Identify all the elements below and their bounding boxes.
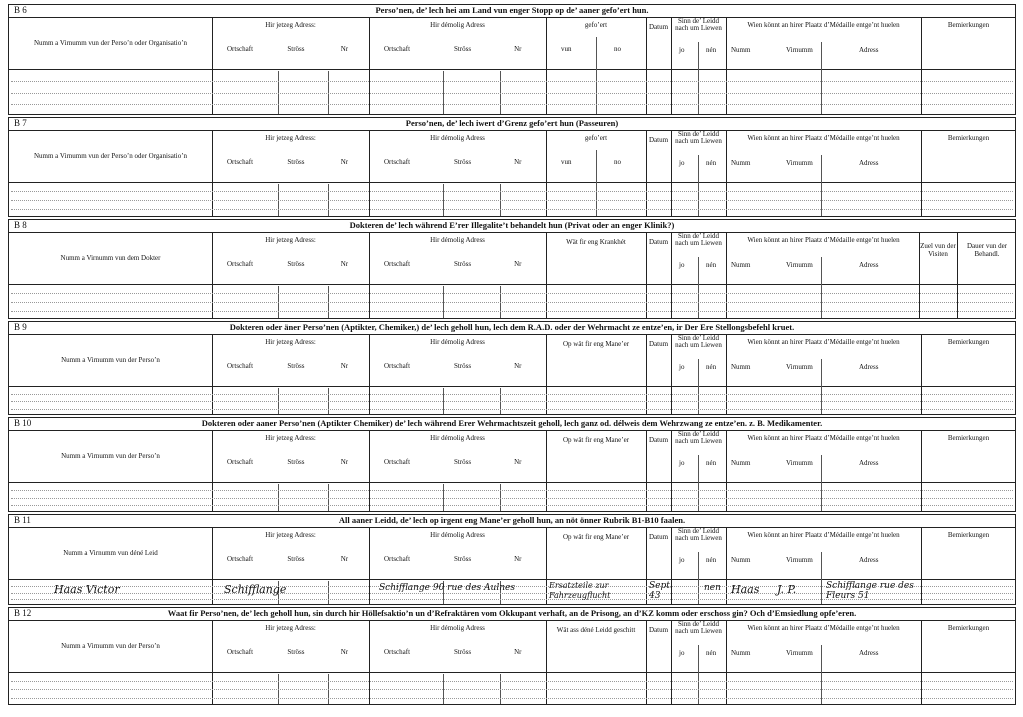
title-divider	[9, 130, 1015, 131]
nr-label: Nr	[514, 555, 522, 563]
remarks-heading: Bemierkungen	[947, 338, 990, 346]
column-4-heading: Wät fir eng Krankhét	[566, 238, 626, 246]
from-label: vun	[561, 45, 572, 53]
column-name-label: Numm a Virnumm vun der Perso’n oder Organisatio’n	[33, 152, 188, 160]
hw-date: Sept. 43	[649, 581, 673, 601]
date-label: Datum	[648, 340, 669, 348]
nr-label: Nr	[514, 260, 522, 268]
no-label: nén	[706, 46, 717, 54]
section-code: B 12	[14, 608, 32, 618]
street-label: Ströss	[287, 45, 305, 53]
street-label: Ströss	[453, 260, 472, 268]
column-4-heading: Op wät fir eng Mane’er	[562, 436, 630, 444]
yes-label: jo	[679, 46, 685, 54]
no-label: nén	[706, 556, 717, 564]
subcolumn-rule	[698, 645, 699, 704]
nr-label: Nr	[340, 362, 349, 370]
date-label: Datum	[648, 136, 669, 144]
column-rule	[369, 430, 370, 512]
column-rule	[369, 130, 370, 217]
column-name-label: Numm a Virnumm vun der Perso’n	[61, 452, 160, 460]
street-label: Ströss	[287, 362, 305, 370]
section-code: B 9	[14, 322, 27, 332]
entry-line	[11, 490, 1013, 491]
section-title: Dokteren oder aaner Perso’nen (Aptikter Chemiker) de’ lech während Erer Wehrmachtszeit geholl, lech ganz od. délweis dem Wehrzwang ze entze’en. z. B. Medikamenter.	[201, 418, 823, 428]
medal-addr-label: Adress	[859, 261, 879, 269]
column-rule	[212, 334, 213, 415]
medal-name-label: Numm	[731, 159, 751, 167]
subcolumn-rule	[698, 455, 699, 511]
section-title: Perso’nen, de’ lech hei am Land vun enger Stopp op de’ aaner gefo’ert hun.	[375, 5, 649, 15]
column-4-heading: Op wät fir eng Mane’er	[562, 533, 630, 541]
column-rule	[369, 334, 370, 415]
town-label: Ortschaft	[384, 362, 411, 370]
town-label: Ortschaft	[227, 158, 254, 166]
yes-label: jo	[679, 261, 685, 269]
address-heading: Hir jetzeg Adress:	[265, 531, 316, 539]
nr-label: Nr	[340, 648, 349, 656]
column-rule	[369, 17, 370, 115]
to-label: no	[614, 45, 621, 53]
column-rule	[546, 130, 547, 217]
nr-label: Nr	[514, 158, 522, 166]
street-label: Ströss	[453, 158, 472, 166]
column-rule	[726, 334, 727, 415]
entry-line	[11, 681, 1013, 682]
yes-label: jo	[679, 649, 685, 657]
no-label: nén	[706, 261, 717, 269]
header-divider	[9, 182, 1015, 183]
entry-line	[11, 200, 1013, 201]
form-section-b10	[8, 417, 1016, 512]
section-code: B 11	[14, 515, 31, 525]
subcolumn-rule	[698, 552, 699, 604]
nr-label: Nr	[514, 458, 522, 466]
town-label: Ortschaft	[384, 555, 411, 563]
form-section-b12	[8, 607, 1016, 705]
subcolumn-rule	[698, 155, 699, 216]
nr-label: Nr	[340, 458, 349, 466]
date-label: Datum	[648, 238, 669, 246]
column-rule	[369, 620, 370, 705]
medal-heading: Wien könnt an hirer Plaatz d’Médaille entge’nt huelen	[747, 434, 900, 442]
entry-line	[11, 698, 1013, 699]
town-label: Ortschaft	[227, 260, 254, 268]
remarks-heading: Bemierkungen	[947, 531, 990, 539]
no-label: nén	[706, 459, 717, 467]
medal-first-label: Virnumm	[786, 46, 813, 54]
column-4-heading: Op wät fir eng Mane’er	[562, 340, 630, 348]
column-rule	[369, 232, 370, 319]
alive-heading: Sinn de’ Leidd nach um Liewen	[675, 130, 722, 145]
medal-first-label: Virnumm	[786, 363, 813, 371]
entry-line	[11, 311, 1013, 312]
medal-name-label: Numm	[731, 46, 751, 54]
address-heading: Hir jetzeg Adress:	[265, 624, 316, 632]
entry-line	[11, 505, 1013, 506]
title-divider	[9, 232, 1015, 233]
town-label: Ortschaft	[227, 648, 254, 656]
header-divider	[9, 69, 1015, 70]
column-rule	[726, 232, 727, 319]
alive-heading: Sinn de’ Leidd nach um Liewen	[675, 620, 722, 635]
town-label: Ortschaft	[227, 45, 254, 53]
hw-manner: Ersatzteile zur Fahrzeugflucht	[549, 581, 611, 600]
yes-label: jo	[679, 459, 685, 467]
medal-first-label: Virnumm	[786, 556, 813, 564]
medal-name-label: Numm	[731, 261, 751, 269]
no-label: nén	[706, 363, 717, 371]
nr-label: Nr	[340, 555, 349, 563]
medal-first-label: Virnumm	[786, 159, 813, 167]
medal-addr-label: Adress	[859, 46, 879, 54]
street-label: Ströss	[453, 555, 472, 563]
nr-label: Nr	[514, 45, 522, 53]
street-label: Ströss	[453, 648, 472, 656]
column-rule	[546, 17, 547, 115]
duration-heading: Dauer vun der Behandl.	[966, 242, 1008, 258]
medal-heading: Wien könnt an hirer Plaatz d’Médaille entge’nt huelen	[747, 21, 900, 29]
date-label: Datum	[648, 533, 669, 541]
column-rule	[212, 620, 213, 705]
address-heading: Hir jetzeg Adress:	[265, 236, 316, 244]
column-rule	[726, 430, 727, 512]
section-code: B 6	[14, 5, 27, 15]
column-rule	[726, 620, 727, 705]
hw-alive: nen	[704, 583, 721, 593]
date-label: Datum	[648, 23, 669, 31]
street-label: Ströss	[287, 555, 305, 563]
street-label: Ströss	[287, 158, 305, 166]
title-divider	[9, 527, 1015, 528]
header-divider	[9, 386, 1015, 387]
subcolumn-rule	[698, 359, 699, 414]
section-code: B 7	[14, 118, 27, 128]
subcolumn-rule	[821, 552, 822, 604]
hw-medal-addr: Schifflange rue des Fleurs 51	[826, 581, 914, 601]
medal-heading: Wien könnt an hirer Plaatz d’Médaille entge’nt huelen	[747, 134, 900, 142]
alive-heading: Sinn de’ Leidd nach um Liewen	[675, 334, 722, 349]
date-label: Datum	[648, 436, 669, 444]
address-heading: Hir jetzeg Adress:	[265, 21, 316, 29]
address-heading: Hir démolig Adress	[430, 624, 485, 632]
column-name-label: Numm a Virnumm vun dem Dokter	[60, 254, 161, 262]
town-label: Ortschaft	[384, 648, 411, 656]
street-label: Ströss	[453, 458, 472, 466]
address-heading: Hir démolig Adress	[430, 21, 485, 29]
column-4-heading: Wät ass déné Leidd geschitt	[556, 626, 636, 634]
hw-medal-first: J. P.	[777, 583, 797, 596]
section-code: B 10	[14, 418, 32, 428]
medal-addr-label: Adress	[859, 159, 879, 167]
section-title: Waat fir Perso’nen, de’ lech geholl hun, sin durch hir Höllefsaktio’n un d’Refraktären vom Okkupant verhaft, an de Prisong, an d’KZ komm oder erschoss gin? Och d’Emsiedlung opfe’eren.	[167, 608, 857, 618]
hw-addr-then: Schifflange 90 rue des Aulnes	[379, 583, 515, 593]
to-label: no	[614, 158, 621, 166]
subcolumn-rule	[821, 455, 822, 511]
street-label: Ströss	[287, 648, 305, 656]
section-title: Dokteren de’ lech während E’rer Illegalite’t behandelt hun (Privat oder an enger Klinik?)	[349, 220, 675, 230]
town-label: Ortschaft	[227, 458, 254, 466]
remarks-heading: Bemierkungen	[947, 624, 990, 632]
column-rule	[212, 17, 213, 115]
header-divider	[9, 672, 1015, 673]
header-divider	[9, 284, 1015, 285]
column-rule	[921, 430, 922, 512]
street-label: Ströss	[287, 260, 305, 268]
subcolumn-rule	[821, 645, 822, 704]
entry-line	[11, 93, 1013, 94]
column-rule	[212, 232, 213, 319]
subcolumn-rule	[821, 257, 822, 318]
column-rule	[212, 430, 213, 512]
medal-first-label: Virnumm	[786, 649, 813, 657]
title-divider	[9, 620, 1015, 621]
form-section-b8	[8, 219, 1016, 319]
entry-line	[11, 409, 1013, 410]
section-title: Dokteren oder äner Perso’nen (Aptikter, Chemiker,) de’ lech geholl hun, lech dem R.A.D. oder der Wehrmacht ze entze’en, ir Der Ere Stellongsbefehl kruet.	[229, 322, 795, 332]
date-label: Datum	[648, 626, 669, 634]
town-label: Ortschaft	[384, 158, 411, 166]
entry-line	[11, 104, 1013, 105]
column-rule	[646, 17, 647, 115]
alive-heading: Sinn de’ Leidd nach um Liewen	[675, 430, 722, 445]
medal-name-label: Numm	[731, 459, 751, 467]
title-divider	[9, 17, 1015, 18]
column-rule	[921, 130, 922, 217]
yes-label: jo	[679, 363, 685, 371]
subcolumn-rule	[698, 257, 699, 318]
hw-name: Haas Victor	[54, 583, 120, 596]
nr-label: Nr	[514, 362, 522, 370]
nr-label: Nr	[340, 158, 349, 166]
column-name-label: Numm a Virnumm vun der Perso’n	[61, 356, 160, 364]
nr-label: Nr	[340, 260, 349, 268]
from-label: vun	[561, 158, 572, 166]
hw-addr-now: Schifflange	[224, 583, 287, 596]
town-label: Ortschaft	[384, 45, 411, 53]
street-label: Ströss	[453, 362, 472, 370]
town-label: Ortschaft	[227, 362, 254, 370]
nr-label: Nr	[340, 45, 349, 53]
medal-addr-label: Adress	[859, 363, 879, 371]
no-label: nén	[706, 159, 717, 167]
subcolumn-rule	[596, 150, 597, 216]
nr-label: Nr	[514, 648, 522, 656]
form-section-b6	[8, 4, 1016, 115]
medal-name-label: Numm	[731, 556, 751, 564]
entry-line	[11, 689, 1013, 690]
column-name-label: Numm a Virnumm vun déné Leid	[63, 549, 158, 557]
address-heading: Hir démolig Adress	[430, 134, 485, 142]
header-divider	[9, 579, 1015, 580]
medal-addr-label: Adress	[859, 649, 879, 657]
column-rule	[921, 334, 922, 415]
driven-heading: gefo’ert	[584, 21, 608, 29]
medal-first-label: Virnumm	[786, 459, 813, 467]
entry-line	[11, 191, 1013, 192]
title-divider	[9, 430, 1015, 431]
street-label: Ströss	[287, 458, 305, 466]
yes-label: jo	[679, 159, 685, 167]
town-label: Ortschaft	[227, 555, 254, 563]
town-label: Ortschaft	[384, 260, 411, 268]
town-label: Ortschaft	[384, 458, 411, 466]
column-name-label: Numm a Virnumm vun der Perso’n oder Organisatio’n	[33, 39, 188, 47]
subcolumn-rule	[596, 37, 597, 114]
entry-line	[11, 302, 1013, 303]
form-section-b9	[8, 321, 1016, 415]
section-code: B 8	[14, 220, 27, 230]
remarks-heading: Bemierkungen	[947, 21, 990, 29]
form-section-b11	[8, 514, 1016, 605]
address-heading: Hir jetzeg Adress:	[265, 434, 316, 442]
alive-heading: Sinn de’ Leidd nach um Liewen	[675, 527, 722, 542]
remarks-heading: Bemierkungen	[947, 434, 990, 442]
column-rule	[921, 17, 922, 115]
driven-heading: gefo’ert	[584, 134, 608, 142]
column-rule	[921, 620, 922, 705]
medal-heading: Wien könnt an hirer Plaatz d’Médaille entge’nt huelen	[747, 531, 900, 539]
column-rule	[726, 17, 727, 115]
form-section-b7	[8, 117, 1016, 217]
remarks-heading: Bemierkungen	[947, 134, 990, 142]
column-name-label: Numm a Virnumm vun der Perso’n	[61, 642, 160, 650]
address-heading: Hir démolig Adress	[430, 434, 485, 442]
address-heading: Hir jetzeg Adress:	[265, 338, 316, 346]
section-title: All aaner Leidd, de’ lech op irgent eng Mane’er geholl hun, an nöt önner Rubrik B1-B10 faalen.	[338, 515, 686, 525]
title-divider	[9, 334, 1015, 335]
entry-line	[11, 401, 1013, 402]
section-title: Perso’nen, de’ lech iwert d’Grenz gefo’ert hun (Passeuren)	[405, 118, 619, 128]
column-rule	[212, 130, 213, 217]
entry-line	[11, 81, 1013, 82]
header-divider	[9, 482, 1015, 483]
medal-heading: Wien könnt an hirer Plaatz d’Médaille entge’nt huelen	[747, 624, 900, 632]
alive-heading: Sinn de’ Leidd nach um Liewen	[675, 17, 722, 32]
medal-name-label: Numm	[731, 363, 751, 371]
medal-heading: Wien könnt an hirer Plaatz d’Médaille entge’nt huelen	[747, 236, 900, 244]
street-label: Ströss	[453, 45, 472, 53]
medal-addr-label: Adress	[859, 556, 879, 564]
address-heading: Hir jetzeg Adress:	[265, 134, 316, 142]
no-label: nén	[706, 649, 717, 657]
medal-heading: Wien könnt an hirer Plaatz d’Médaille entge’nt huelen	[747, 338, 900, 346]
address-heading: Hir démolig Adress	[430, 531, 485, 539]
entry-line	[11, 293, 1013, 294]
visits-heading: Zuel vun der Visiten	[920, 242, 956, 258]
address-heading: Hir démolig Adress	[430, 338, 485, 346]
subcolumn-rule	[821, 155, 822, 216]
alive-heading: Sinn de’ Leidd nach um Liewen	[675, 232, 722, 247]
address-heading: Hir démolig Adress	[430, 236, 485, 244]
medal-name-label: Numm	[731, 649, 751, 657]
entry-line	[11, 209, 1013, 210]
medal-first-label: Virnumm	[786, 261, 813, 269]
hw-medal-name: Haas	[731, 583, 760, 596]
medal-addr-label: Adress	[859, 459, 879, 467]
column-rule	[726, 130, 727, 217]
yes-label: jo	[679, 556, 685, 564]
subcolumn-rule	[821, 359, 822, 414]
entry-line	[11, 394, 1013, 395]
entry-line	[11, 498, 1013, 499]
